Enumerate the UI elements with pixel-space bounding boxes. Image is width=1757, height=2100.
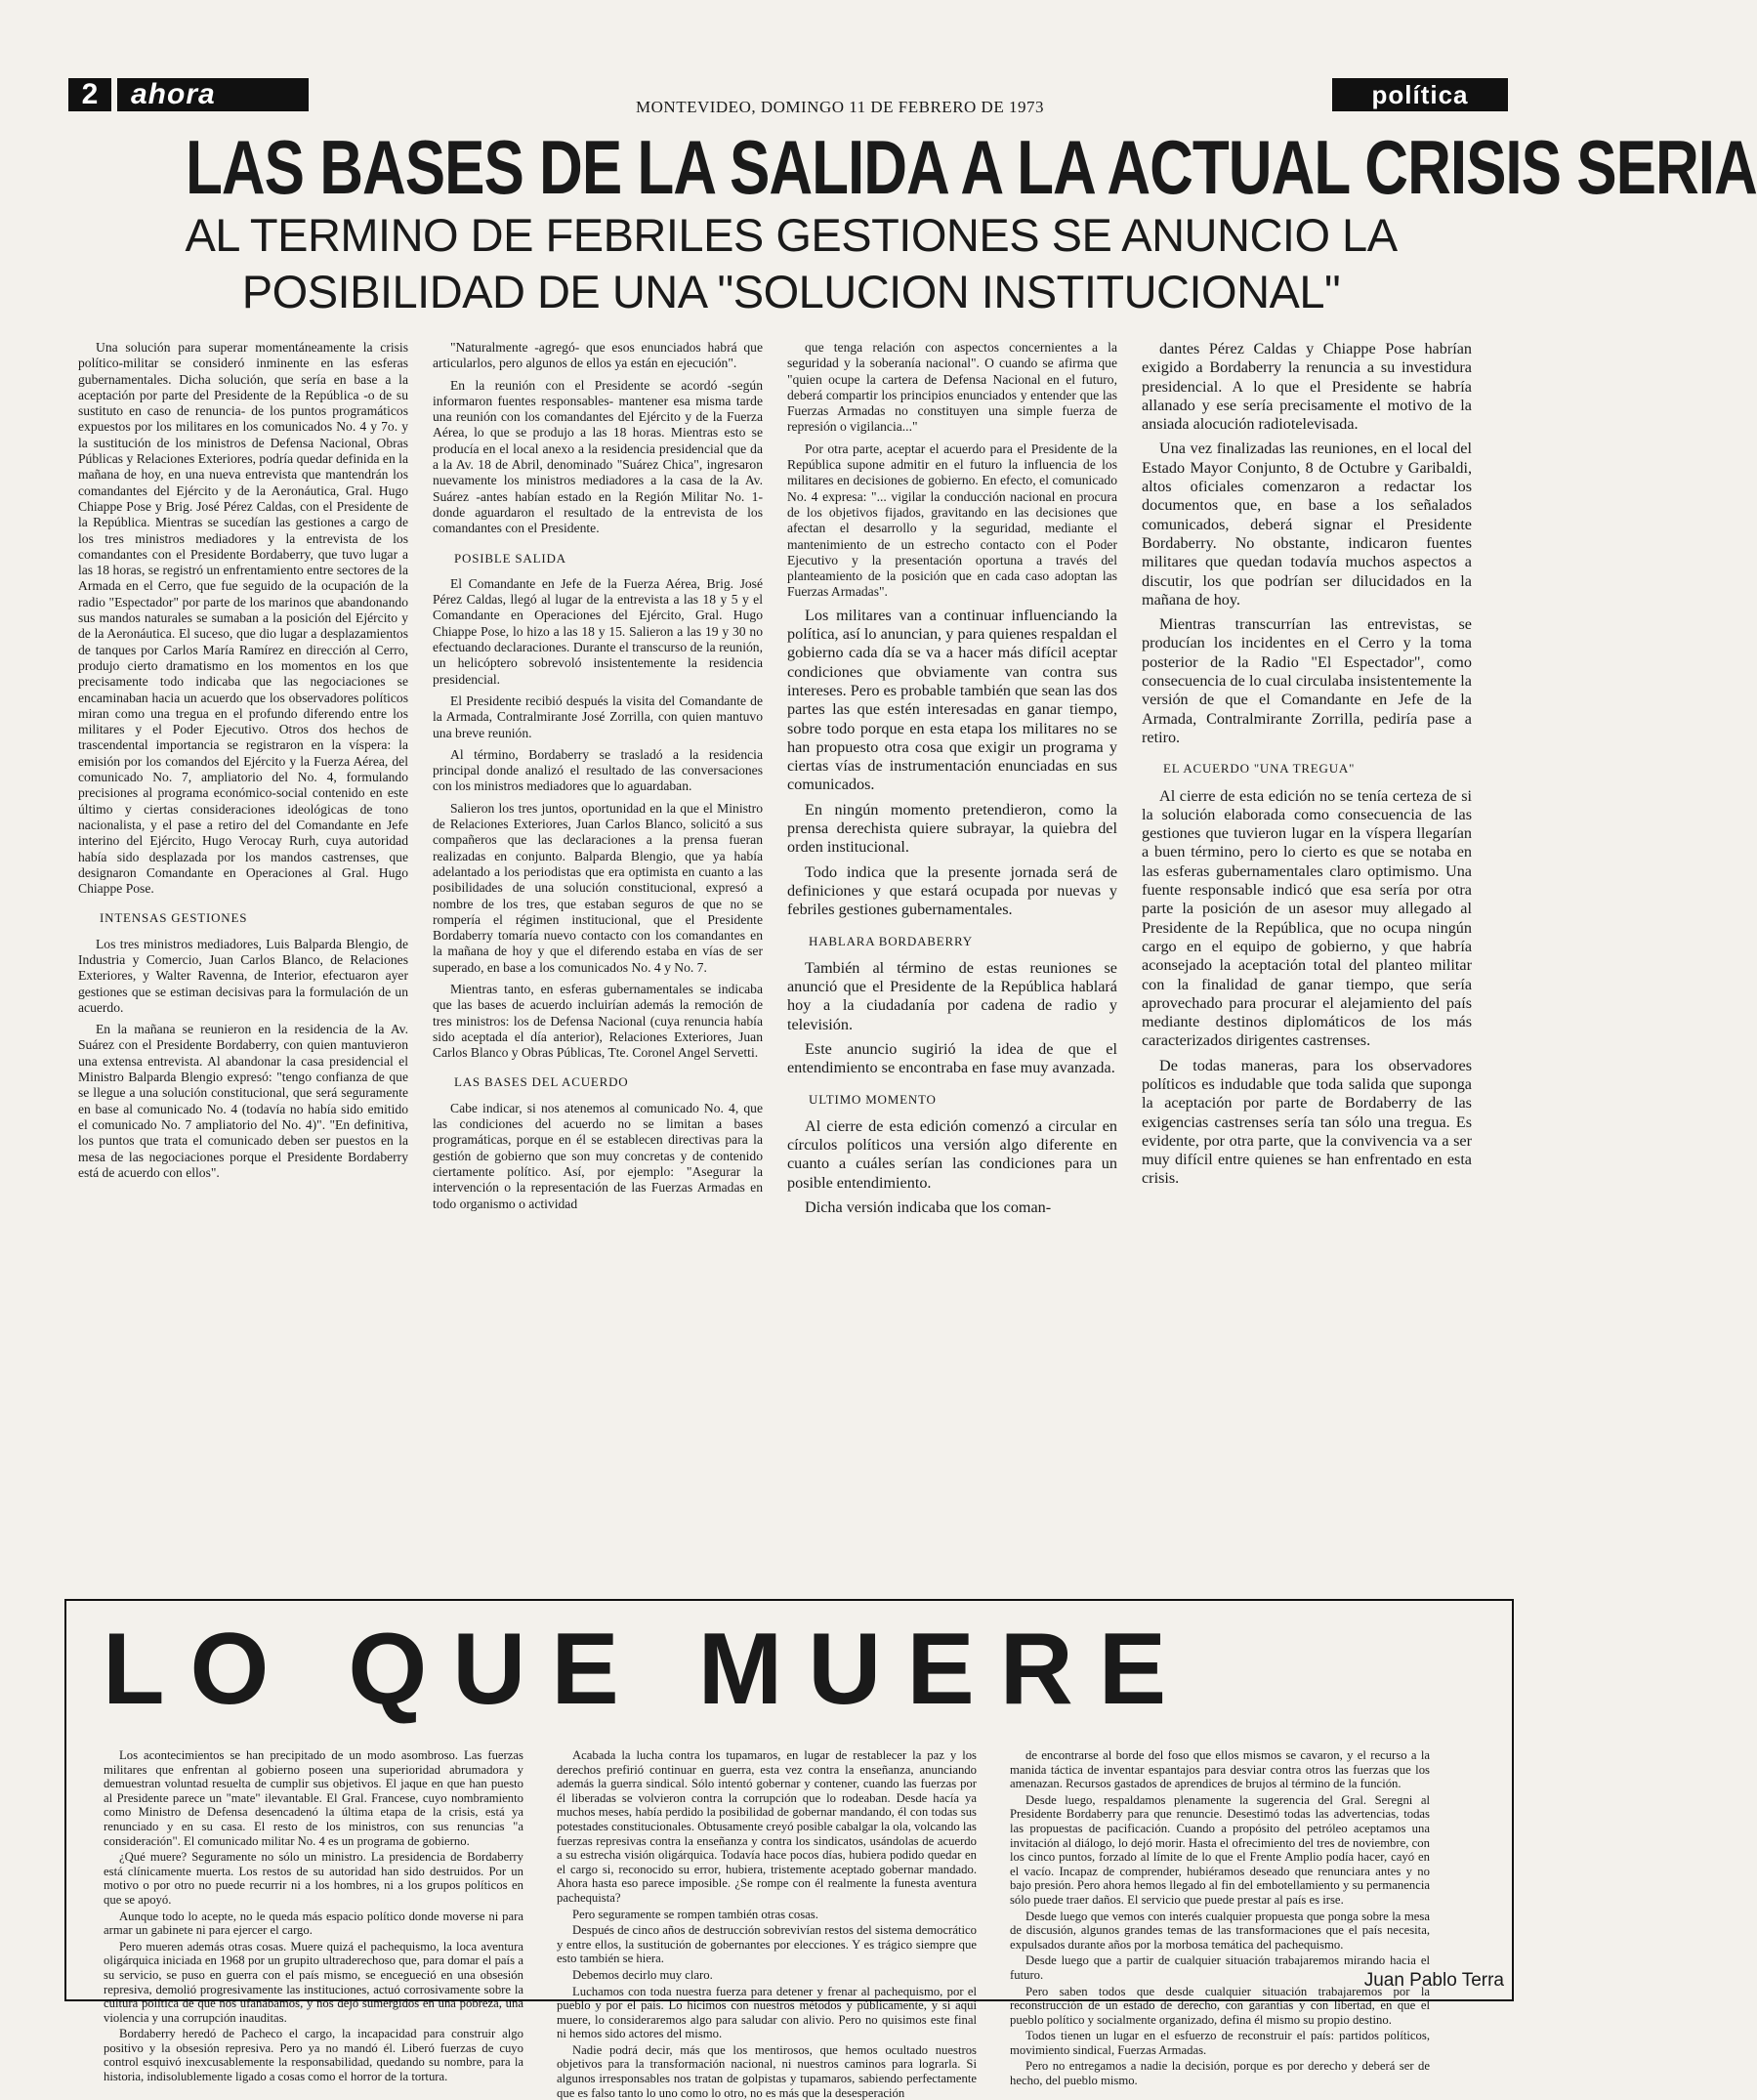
- paragraph: En ningún momento pretendieron, como la prensa derechista quiere subrayar, la quiebra del orden institucional.: [787, 800, 1117, 857]
- paragraph: Aunque todo lo acepte, no le queda más espacio político donde moverse ni para armar un gabinete ni para ejercer el cargo.: [104, 1909, 523, 1938]
- column-1-body-b: [78, 937, 408, 1181]
- paragraph: Al cierre de esta edición comenzó a circular en círculos políticos una versión algo diferente en cuanto a cuáles serían las condiciones para un posible entendimiento.: [787, 1116, 1117, 1192]
- column-2-body-b: [433, 576, 763, 1062]
- paragraph: Dicha versión indicaba que los coman-: [805, 1198, 1052, 1217]
- subheadline: AL TERMINO DE FEBRILES GESTIONES SE ANUNCIO LA POSIBILIDAD DE UNA "SOLUCION INSTITUCIONAL": [185, 209, 1398, 317]
- paragraph: "Naturalmente -agregó- que esos enunciados habrá que articularlos, pero algunos de ellos ya están en ejecución".: [433, 340, 763, 371]
- paragraph: dantes Pérez Caldas y Chiappe Pose habrían exigido a Bordaberry la renuncia a su investidura presidencial. A lo que el Presidente se habría allanado y ese sería precisamente el motivo de la ansiada alocución radiotelevisada.: [1142, 340, 1472, 434]
- paragraph: Luchamos con toda nuestra fuerza para detener y frenar al pachequismo, por el pueblo y por el país. Lo hicimos con nuestros métodos y públicamente, y si aquí muere, lo consideraremos algo para saludar con alivio. Pero no quisimos este final ni hemos sido actores del mismo.: [557, 1984, 977, 2041]
- column-2-body: [433, 340, 763, 537]
- paragraph: Pero seguramente se rompen también otras cosas.: [572, 1907, 818, 1921]
- column-1-body: [78, 340, 408, 897]
- paragraph: Todo indica que la presente jornada será de definiciones y que estará ocupada por nuevas y febriles gestiones gubernamentales.: [787, 862, 1117, 919]
- section-heading-posible-salida: POSIBLE SALIDA: [454, 550, 566, 566]
- column-4-body: [1142, 340, 1472, 747]
- paragraph: Los acontecimientos se han precipitado de un modo asombroso. Las fuerzas militares que enfrentan al gobierno poseen una superioridad abrumadora y demuestran voluntad resuelta de cumplir sus objetivos. El jaque en que han puesto al Presidente parece un "mate" ilevantable. El Gral. Francese, cuyo nombramiento como Ministro de Defensa desencadenó la última etapa de la crisis, está ya renunciado y en su casa. El resto de los ministros, con sus renuncias "a consideración". El comunicado militar No. 4 es un programa de gobierno.: [104, 1748, 523, 1848]
- section-heading-intensas-gestiones: INTENSAS GESTIONES: [100, 910, 248, 926]
- paragraph: Debemos decirlo muy claro.: [572, 1967, 713, 1982]
- section-label: política: [1332, 78, 1508, 111]
- paragraph: El Presidente recibió después la visita del Comandante de la Armada, Contralmirante José Zorrilla, con quien mantuvo una breve reunión.: [433, 693, 763, 740]
- article-column-2: [433, 340, 763, 1592]
- editorial-column-3: [1010, 1748, 1430, 2088]
- paragraph: Pero mueren además otras cosas. Muere quizá el pachequismo, la loca aventura oligárquica iniciada en 1968 por un grupito ultraderechoso que, para domar el país a su servicio, se puso en guerra con el país mismo, se encegueció en una obsesión represiva, demolió progresivamente las instituciones, actuó corrosivamente sobre la cultura política de que nos ufanábamos, y nos dejó sumergidos en una pobreza, una violencia y una corrupción inauditas.: [104, 1939, 523, 2025]
- column-3-body-b: [787, 959, 1117, 1078]
- paragraph: Mientras tanto, en esferas gubernamentales se indicaba que las bases de acuerdo incluirían además la remoción de tres ministros: los de Defensa Nacional (cuya renuncia había sido aceptada el día anterior), Relaciones Exteriores, Juan Carlos Blanco y Obras Públicas, Tte. Coronel Angel Servetti.: [433, 981, 763, 1061]
- article-column-3: [787, 340, 1117, 1592]
- article-column-1: [78, 340, 408, 1592]
- paragraph: Nadie podrá decir, más que los mentirosos, que hemos ocultado nuestros objetivos para la transformación nacional, ni nuestros caminos para lograrla. Si algunos irresponsables nos tratan de golpistas y tupamaros, sabiendo perfectamente que es falso tanto lo uno como lo otro, no es más que la desesperación: [557, 2042, 977, 2100]
- paragraph: de encontrarse al borde del foso que ellos mismos se cavaron, y el recurso a la manida táctica de inventar espantajos para desviar contra otros las fuerzas que los amenazan. Recursos gastados de aprendices de brujos al término de la función.: [1010, 1748, 1430, 1791]
- column-2-body-c: [433, 1101, 763, 1212]
- paragraph: Después de cinco años de destrucción sobrevivían restos del sistema democrático y entre ellos, la sustitución de gobernantes por elecciones. Y es trágico siempre que esto también se hiera.: [557, 1923, 977, 1966]
- headline: LAS BASES DE LA SALIDA A LA ACTUAL CRISIS SERIA: [186, 126, 1757, 211]
- paragraph: Desde luego que vemos con interés cualquier propuesta que ponga sobre la mesa de discusión, algunos grandes temas de las transformaciones que el país necesita, expulsados durante años por la morbosa temática del pachequismo.: [1010, 1909, 1430, 1952]
- paragraph: Pero no entregamos a nadie la decisión, porque es por derecho y deberá ser de hecho, del pueblo mismo.: [1010, 2059, 1430, 2088]
- paragraph: El Comandante en Jefe de la Fuerza Aérea, Brig. José Pérez Caldas, llegó al lugar de la entrevista a las 18 y 5 y el Comandante en Operaciones del Ejército, Gral. Hugo Chiappe Pose, lo hizo a las 18 y 15. Salieron a las 19 y 30 no efectuando declaraciones. Durante el transcurso de la reunión, un helicóptero sobrevoló insistentemente la residencia presidencial.: [433, 575, 763, 687]
- column-3-lead: [787, 607, 1117, 920]
- paragraph: En la reunión con el Presidente se acordó -según informaron fuentes responsables- mantener esa misma tarde una reunión con los comandantes del Ejército y de la Fuerza Aérea, lo que se produjo a las 18 horas. Mientras esto se producía en el local anexo a la residencia presidencial que da a la Av. 18 de Abril, denominado "Suárez Chica", ingresaron nuevamente los ministros mediadores a la casa de la Av. Suárez -antes habían estado en la Región Militar No. 1- donde aguardaron el resultado de la entrevista de los comandantes con el Presidente.: [433, 377, 763, 536]
- paragraph: También al término de estas reuniones se anunció que el Presidente de la República hablará hoy a la ciudadanía por cadena de radio y televisión.: [787, 958, 1117, 1033]
- paragraph: Desde luego que a partir de cualquier situación trabajaremos mirando hacia el futuro.: [1010, 1953, 1430, 1982]
- paragraph: Salieron los tres juntos, oportunidad en la que el Ministro de Relaciones Exteriores, Juan Carlos Blanco, solicitó a sus compañeros que las declaraciones a la prensa fueran realizadas en conjunto. Balparda Blengio, que ya había adelantado a los periodistas que era optimista en cuanto a las posibilidades de una solución constitucional, expresó a nombre de los tres, que estaban seguros de que no se rompería el régimen institucional, que el Presidente Bordaberry tomaría nuevo contacto con los comandantes en la mañana de hoy y que el diferendo estaba en vías de ser superado, en base a los comunicados No. 4 y No. 7.: [433, 800, 763, 975]
- editorial-title: LO QUE MUERE: [103, 1613, 1192, 1726]
- paragraph: Una vez finalizadas las reuniones, en el local del Estado Mayor Conjunto, 8 de Octubre y Garibaldi, altos oficiales comenzaron a redactar los documentos que, en base a los señalados comunicados, deberá signar el Presidente Bordaberry. No obstante, indicaron fuentes militares que quedan todavía muchos aspectos a discutir, los que podrían ser dilucidados en la mañana de hoy.: [1142, 440, 1472, 609]
- paragraph: que tenga relación con aspectos concernientes a la seguridad y la soberanía nacional". O cuando se afirma que "quien ocupe la cartera de Defensa Nacional en el futuro, deberá compartir los principios enunciados y entender que las Fuerzas Armadas no constituyen una simple fuerza de represión o vigilancia...": [787, 340, 1117, 435]
- paragraph: Al término, Bordaberry se trasladó a la residencia principal donde analizó el resultado de las conversaciones con los ministros mediadores que lo aguardaban.: [433, 746, 763, 794]
- masthead: [59, 78, 1524, 116]
- paragraph: Una solución para superar momentáneamente la crisis político-militar se consideró inminente en las esferas gubernamentales. Dicha solución, que sería en base a la aceptación por parte del Presidente de la República -o de su sustituto en caso de renuncia- de los puntos programáticos expuestos por los militares en los comunicados No. 4 y 7o. y la sustitución de los ministros de Defensa Nacional, Obras Públicas y Relaciones Exteriores, podría quedar definida en la mañana de hoy, en una nueva entrevista que mantendrán los comandantes del Ejército y de la Aeronáutica, Gral. Hugo Chiappe Pose y Brig. José Pérez Caldas, con el Presidente de la República. Mientras se sucedían las gestiones a cargo de los tres ministros mediadores y la entrevista de los comandantes con el Presidente Bordaberry, que tuvo lugar a las 18 horas, se registró un enfrentamiento entre sectores de la Armada en el Cerro, que fue seguido de la ocupación de la radio "Espectador" por parte de los marinos que abandonando sus mandos naturales se sumaban a la posición del Ejército y de la Aeronáutica. El suceso, que dio lugar a desplazamientos de tanques por Carlos María Ramírez en dirección al Cerro, produjo cierto dramatismo en los momentos en los que precisamente todo indicaba que las negociaciones se encaminaban hacia un acuerdo que los observadores políticos miran como una tregua en el profundo diferendo entre los militares y el Poder Ejecutivo. Otros dos hechos de trascendental importancia se registraron en la víspera: la emisión por los comandos del Ejército y la Fuerza Aérea, del comunicado No. 7, ampliatorio del No. 4, formulando precisiones al programa económico-social contenido en este último y ciertas consideraciones ideológicas de tono nacionalista, y el pase a retiro del del Comandante en Jefe interino del Ejército, Hugo Verocay Rurh, cuya autoridad había sido desplazada por los mandos castrenses, que designaron Comandante en Operaciones al Gral. Hugo Chiappe Pose.: [78, 340, 408, 897]
- publication-name: ahora: [117, 78, 309, 111]
- editorial-column-2: [557, 1748, 977, 2100]
- paragraph: Todos tienen un lugar en el esfuerzo de reconstruir el país: partidos políticos, movimiento sindical, Fuerzas Armadas.: [1010, 2029, 1430, 2057]
- paragraph: Este anuncio sugirió la idea de que el entendimiento se encontraba en fase muy avanzada.: [787, 1039, 1117, 1077]
- paragraph: Acabada la lucha contra los tupamaros, en lugar de restablecer la paz y los derechos prefirió continuar en guerra, esta vez contra la enseñanza, anunciando además la guerra sindical. Sólo intentó gobernar y contener, cuando las fuerzas por él liberadas se volvieron contra la corrupción que lo rodeaban. Desde hacía ya muchos meses, había perdido la posibilidad de gobernar mandando, él con todas sus potestades constitucionales. Obtusamente creyó posible cabalgar la ola, volcando las fuerzas represivas contra la enseñanza y contra los sindicatos, usándolas de acuerdo a su estrecha visión oligárquica. Todavía hace pocos días, hubiera podido quedar en el cargo si, reconocido su error, hubiera, tristemente aceptado gobernar mandado. Ahora hasta eso parece imposible. ¿Se rompe con él realmente la funesta aventura pachequista?: [557, 1748, 977, 1905]
- section-heading-una-tregua: EL ACUERDO "UNA TREGUA": [1163, 761, 1356, 777]
- paragraph: Pero saben todos que desde cualquier situación trabajaremos por la reconstrucción de un estado de derecho, con garantías y con libertad, en que el pueblo político y socialmente organizado, defina él mismo su propio destino.: [1010, 1984, 1430, 2027]
- editorial-column-1: [104, 1748, 523, 2084]
- article-column-4: [1142, 340, 1472, 1592]
- paragraph: Por otra parte, aceptar el acuerdo para el Presidente de la República supone admitir en el futuro la influencia de los militares en decisiones de gobierno. En efecto, el comunicado No. 4 expresa: "... vigilar la conducción nacional en procura de los objetivos fijados, gravitando en las decisiones que afectan el desarrollo y la seguridad, mediante el mantenimiento de un estrecho contacto con el Poder Ejecutivo y la presentación oportuna a través del planteamiento de la posición que en cada caso adoptan las Fuerzas Armadas".: [787, 441, 1117, 600]
- paragraph: Desde luego, respaldamos plenamente la sugerencia del Gral. Seregni al Presidente Bordaberry para que renuncie. Desestimó todas las advertencias, todas las propuestas de pacificación. Cuando a propósito del petróleo aceptamos una invitación al diálogo, lo dejó morir. Hasta el ofrecimiento del tres de noviembre, con los cinco puntos, forzado al límite de lo que el Frente Amplio podía hacer, cayó en el vacío. Incapaz de comprender, hubiéramos deseado que renunciara antes y no bajo presión. Pero ahora hemos llegado al fin del embotellamiento y su permanencia sólo puede traer daños. El servicio que puede prestar al país es irse.: [1010, 1792, 1430, 1907]
- dateline: MONTEVIDEO, DOMINGO 11 DE FEBRERO DE 1973: [636, 98, 1044, 116]
- paragraph: En la mañana se reunieron en la residencia de la Av. Suárez con el Presidente Bordaberry, con quien mantuvieron una extensa entrevista. Al abandonar la casa presidencial el Ministro Balparda Blengio expresó: "tengo confianza de que se llegue a una solución constitucional, que será seguramente en base al comunicado No. 4 (todavía no había sido emitido el comunicado No. 7 ampliatorio del No. 4)". "En definitiva, los puntos que trata el comunicado deben ser puestos en la mesa de las negociaciones porque el Presidente Bordaberry está de acuerdo con ellos".: [78, 1022, 408, 1180]
- paragraph: Cabe indicar, si nos atenemos al comunicado No. 4, que las condiciones del acuerdo no se limitan a bases programáticas, porque en él se establecen directivas para la gestión de gobierno que son muy concretas y de contenido ciertamente político. Así, por ejemplo: "Asegurar la intervención o la representación de las Fuerzas Armadas en todo organismo o actividad: [433, 1100, 763, 1211]
- section-heading-bases-del-acuerdo: LAS BASES DEL ACUERDO: [454, 1074, 629, 1090]
- paragraph: De todas maneras, para los observadores políticos es indudable que toda salida que suponga la aceptación por parte de Bordaberry de las exigencias castrenses sería tan sólo una tregua. Es evidente, por otra parte, que la convivencia va a ser muy difícil entre quienes se han enfrentado en esta crisis.: [1142, 1056, 1472, 1188]
- page-number: 2: [68, 78, 111, 111]
- author-signature: Juan Pablo Terra: [1363, 1970, 1504, 1991]
- paragraph: Bordaberry heredó de Pacheco el cargo, la incapacidad para construir algo positivo y la obsesión represiva. Pero ya no mandó él. Liberó fuerzas de cuyo control esquivó inexcusablemente la responsabilidad, quedando su nombre, para la historia, indisolublemente ligado a cosas como el horror de la tortura.: [104, 2027, 523, 2084]
- paragraph: ¿Qué muere? Seguramente no sólo un ministro. La presidencia de Bordaberry está clínicamente muerta. Los restos de su autoridad han sido destruidos. Por un motivo o por otro no puede recurrir ni a los hombres, ni a los grupos políticos en que se apoyó.: [104, 1850, 523, 1907]
- column-3-body: [787, 340, 1117, 601]
- column-4-body-b: [1142, 787, 1472, 1189]
- section-heading-ultimo-momento: ULTIMO MOMENTO: [809, 1091, 937, 1107]
- column-3-body-c: [787, 1117, 1117, 1217]
- section-heading-hablara-bordaberry: HABLARA BORDABERRY: [809, 933, 973, 948]
- paragraph: Mientras transcurrían las entrevistas, se producían los incidentes en el Cerro y la toma posterior de la Radio "El Espectador", como consecuencia de lo cual circulaba insistentemente la versión de que el Comandante en Jefe de la Armada, Contralmirante Zorrilla, pediría pase a retiro.: [1142, 615, 1472, 746]
- paragraph: Los militares van a continuar influenciando la política, así lo anuncian, y para quienes respaldan el gobierno cada día se va a hacer más difícil aceptar condiciones que obviamente van contra sus intereses. Pero es probable también que sean las dos partes las que estén interesadas en ganar tiempo, sobre todo porque en esta etapa los militares no se han propuesto otra cosa que exigir un programa y ciertas vías de instrumentación enunciadas en sus comunicados.: [787, 606, 1117, 794]
- paragraph: Al cierre de esta edición no se tenía certeza de si la solución elaborada como consecuencia de las gestiones que tuvieron lugar en la víspera llegarían a buen término, pero lo cierto es que se notaba en las esferas gubernamentales claro optimismo. Una fuente responsable indicó que esa sería por otra parte la posición de un asesor muy allegado al Presidente de la República, que no ocupa ningún cargo en el equipo de gobierno, y que habría aconsejado la aceptación total del planteo militar con la finalidad de ganar tiempo, que sería aprovechado para procurar el alejamiento del país mediante destinos diplomáticos de los más caracterizados dirigentes castrenses.: [1142, 786, 1472, 1050]
- paragraph: Los tres ministros mediadores, Luis Balparda Blengio, de Industria y Comercio, Juan Carlos Blanco, de Relaciones Exteriores, y Walter Ravenna, de Interior, efectuaron ayer gestiones que se estiman decisivas para la formulación de un acuerdo.: [78, 936, 408, 1015]
